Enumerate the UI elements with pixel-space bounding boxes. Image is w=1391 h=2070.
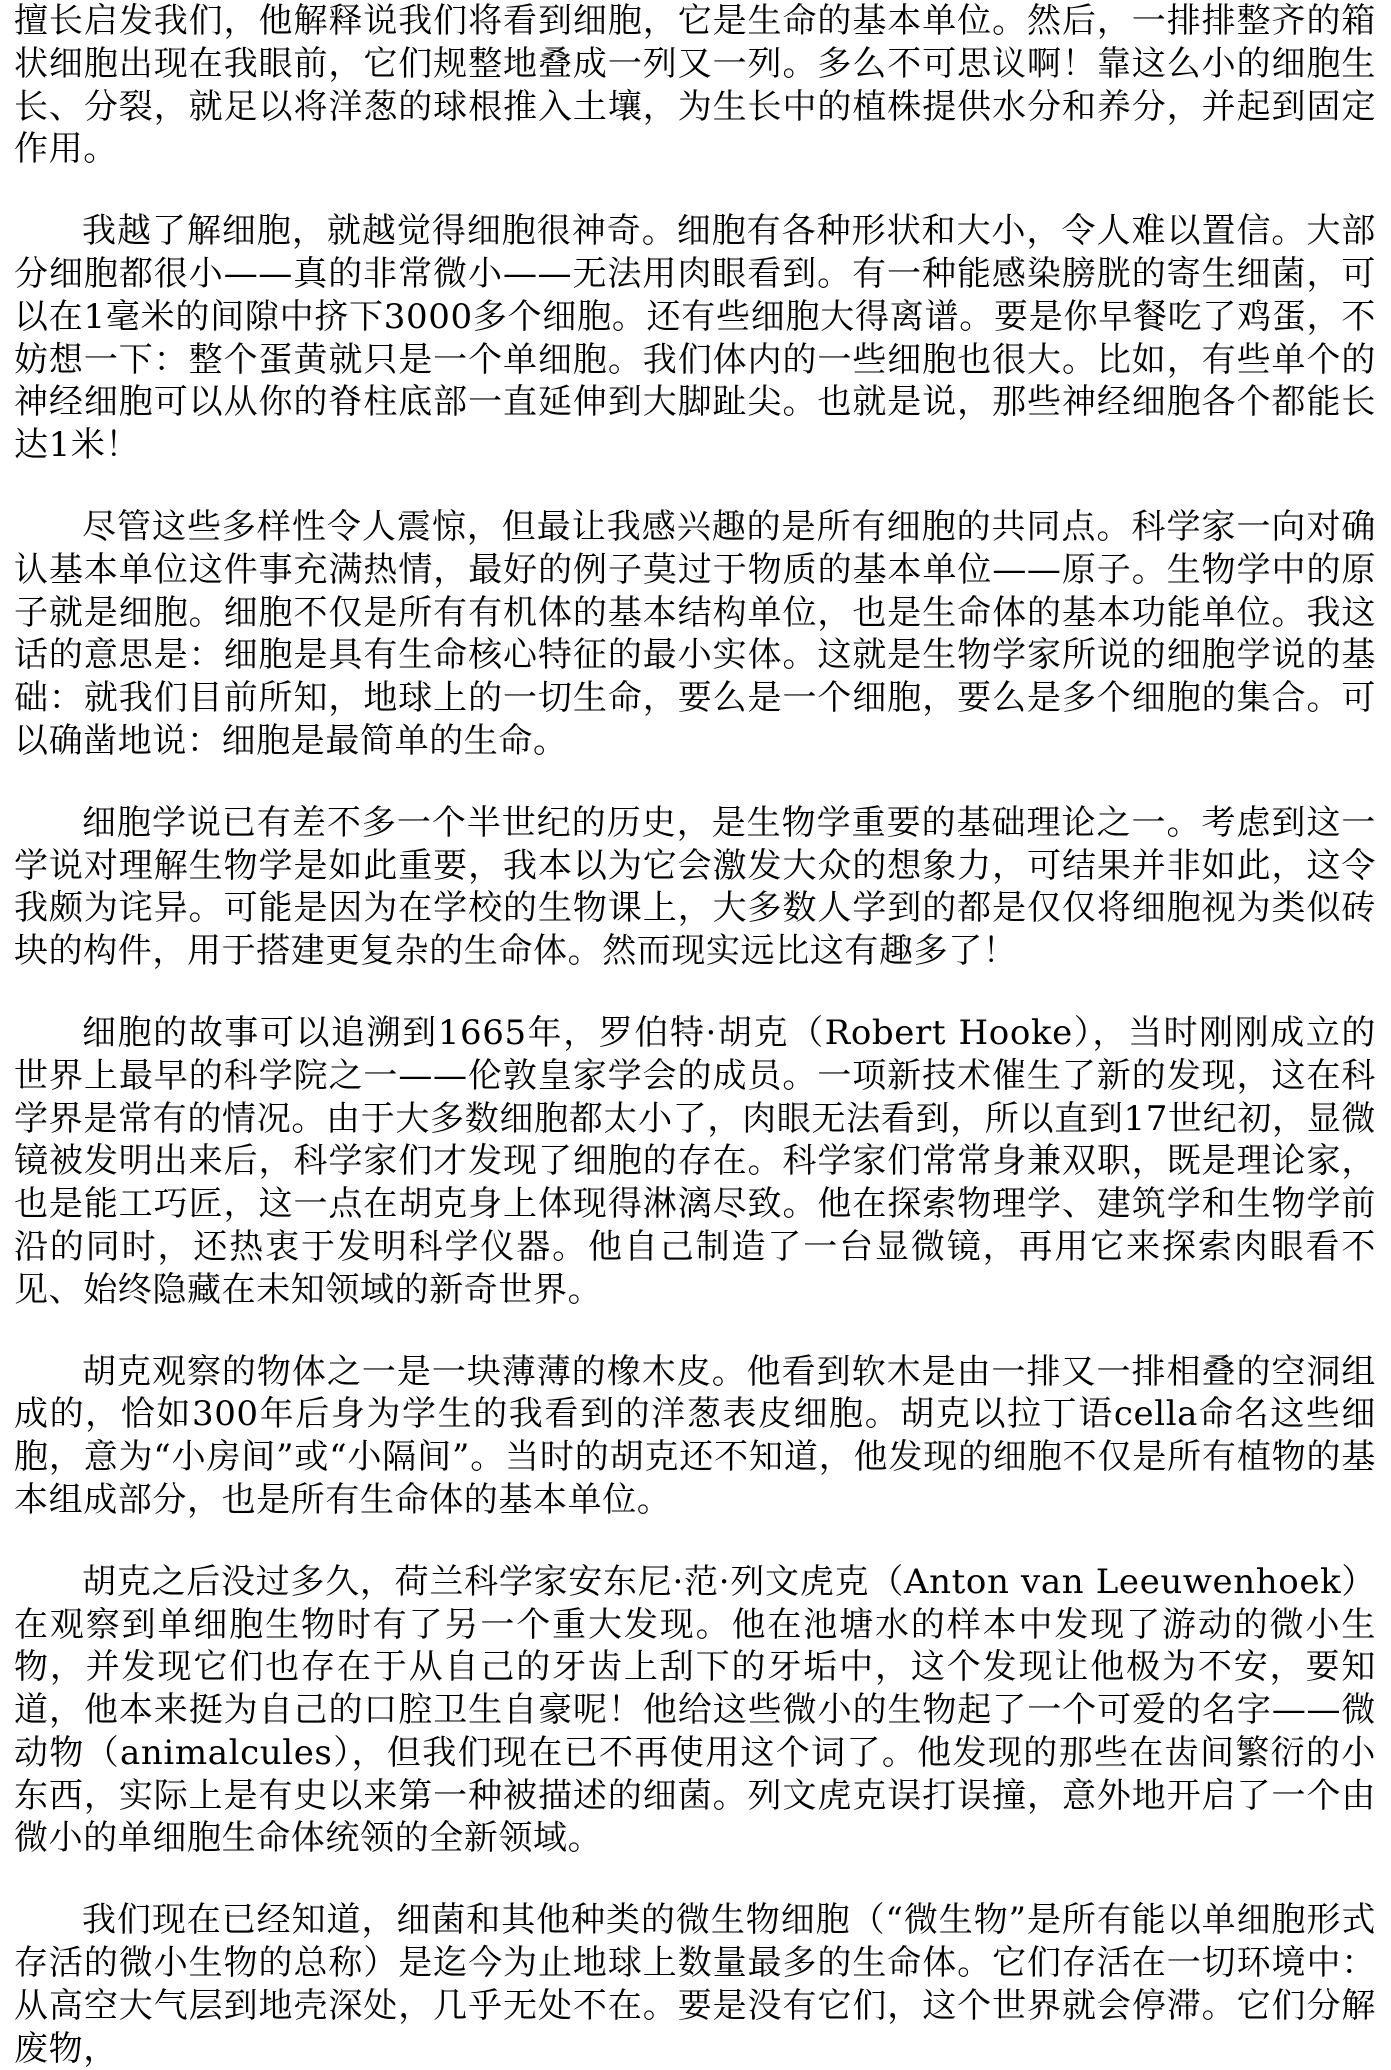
document-page [14,0,1376,2070]
paragraph-5: 细胞的故事可以追溯到1665年，罗伯特·胡克（Robert Hooke），当时刚刚成立的世界上最早的科学院之一——伦敦皇家学会的成员。一项新技术催生了新的发现，这在科学界是常有的情况。由于大多数细胞都太小了，肉眼无法看到，所以直到17世纪初，显微镜被发明出来后，科学家们才发现了细胞的存在。科学家们常常身兼双职，既是理论家，也是能工巧匠，这一点在胡克身上体现得淋漓尽致。他在探索物理学、建筑学和生物学前沿的同时，还热衷于发明科学仪器。他自己制造了一台显微镜，再用它来探索肉眼看不见、始终隐藏在未知领域的新奇世界。 [14,1012,1376,1310]
paragraph-4: 细胞学说已有差不多一个半世纪的历史，是生物学重要的基础理论之一。考虑到这一学说对理解生物学是如此重要，我本以为它会激发大众的想象力，可结果并非如此，这令我颇为诧异。可能是因为在学校的生物课上，大多数人学到的都是仅仅将细胞视为类似砖块的构件，用于搭建更复杂的生命体。然而现实远比这有趣多了！ [14,802,1376,972]
paragraph-7: 胡克之后没过多久，荷兰科学家安东尼·范·列文虎克（Anton van Leeuwenhoek）在观察到单细胞生物时有了另一个重大发现。他在池塘水的样本中发现了游动的微小生物，并发现它们也存在于从自己的牙齿上刮下的牙垢中，这个发现让他极为不安，要知道，他本来挺为自己的口腔卫生自豪呢！他给这些微小的生物起了一个可爱的名字——微动物（animalcules），但我们现在已不再使用这个词了。他发现的那些在齿间繁衍的小东西，实际上是有史以来第一种被描述的细菌。列文虎克误打误撞，意外地开启了一个由微小的单细胞生命体统领的全新领域。 [14,1561,1376,1859]
paragraph-3: 尽管这些多样性令人震惊，但最让我感兴趣的是所有细胞的共同点。科学家一向对确认基本单位这件事充满热情，最好的例子莫过于物质的基本单位——原子。生物学中的原子就是细胞。细胞不仅是所有有机体的基本结构单位，也是生命体的基本功能单位。我这话的意思是：细胞是具有生命核心特征的最小实体。这就是生物学家所说的细胞学说的基础：就我们目前所知，地球上的一切生命，要么是一个细胞，要么是多个细胞的集合。可以确凿地说：细胞是最简单的生命。 [14,506,1376,761]
paragraph-6: 胡克观察的物体之一是一块薄薄的橡木皮。他看到软木是由一排又一排相叠的空洞组成的，恰如300年后身为学生的我看到的洋葱表皮细胞。胡克以拉丁语cella命名这些细胞，意为“小房间”或“小隔间”。当时的胡克还不知道，他发现的细胞不仅是所有植物的基本组成部分，也是所有生命体的基本单位。 [14,1351,1376,1520]
paragraph-2: 我越了解细胞，就越觉得细胞很神奇。细胞有各种形状和大小，令人难以置信。大部分细胞都很小——真的非常微小——无法用肉眼看到。有一种能感染膀胱的寄生细菌，可以在1毫米的间隙中挤下3000多个细胞。还有些细胞大得离谱。要是你早餐吃了鸡蛋，不妨想一下：整个蛋黄就只是一个单细胞。我们体内的一些细胞也很大。比如，有些单个的神经细胞可以从你的脊柱底部一直延伸到大脚趾尖。也就是说，那些神经细胞各个都能长达1米！ [14,211,1376,466]
paragraph-1: 擅长启发我们，他解释说我们将看到细胞，它是生命的基本单位。然后，一排排整齐的箱状细胞出现在我眼前，它们规整地叠成一列又一列。多么不可思议啊！靠这么小的细胞生长、分裂，就足以将洋葱的球根推入土壤，为生长中的植株提供水分和养分，并起到固定作用。 [14,1,1376,170]
paragraph-8: 我们现在已经知道，细菌和其他种类的微生物细胞（“微生物”是所有能以单细胞形式存活的微小生物的总称）是迄今为止地球上数量最多的生命体。它们存活在一切环境中：从高空大气层到地壳深处，几乎无处不在。要是没有它们，这个世界就会停滞。它们分解废物， [14,1900,1376,2069]
